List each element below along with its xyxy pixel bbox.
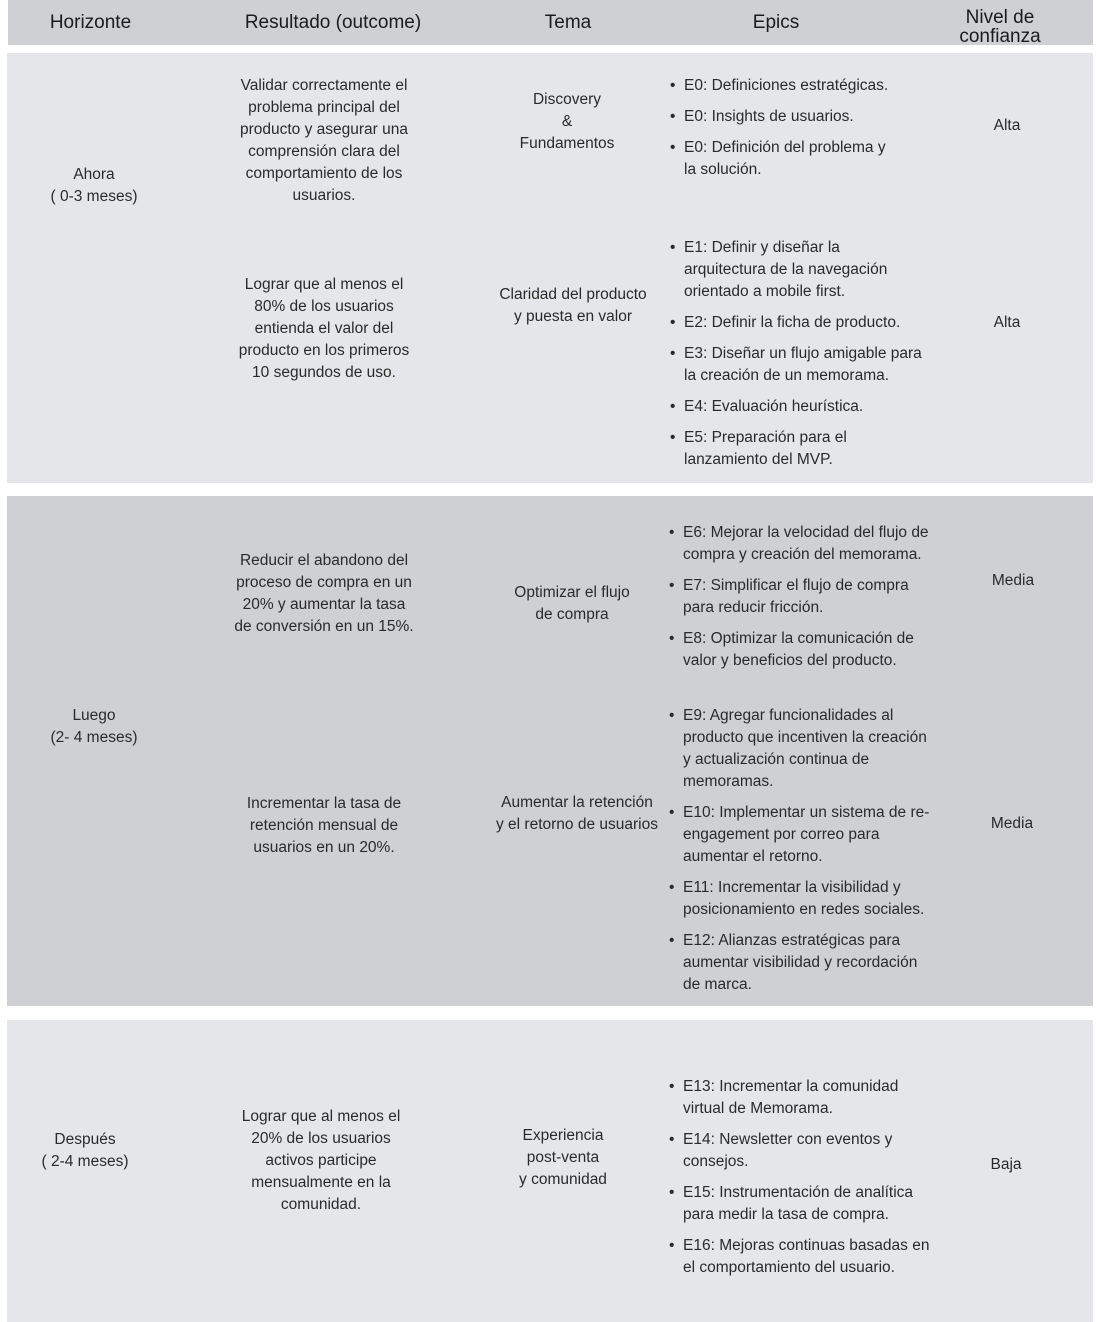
- bullet-icon: •: [669, 932, 675, 949]
- text-line: E14: Newsletter con eventos y: [683, 1131, 893, 1148]
- section-despues: [7, 1020, 1093, 1322]
- bullet-icon: •: [669, 879, 675, 896]
- epic-item: [668, 137, 958, 181]
- text-line: E0: Definiciones estratégicas.: [684, 77, 889, 94]
- resultado-cell: [219, 550, 429, 638]
- text-line: E5: Preparación para el: [684, 429, 847, 446]
- bullet-icon: •: [670, 239, 676, 256]
- tema-cell: [492, 89, 642, 155]
- text-line: y el retorno de usuarios: [496, 816, 658, 833]
- header-horizonte: Horizonte: [49, 12, 132, 33]
- text-line: la creación de un memorama.: [684, 367, 890, 384]
- text-line: aumentar visibilidad y recordación: [683, 954, 918, 971]
- bullet-icon: •: [670, 429, 676, 446]
- header-resultado: Resultado (outcome): [244, 12, 422, 33]
- text-line: E6: Mejorar la velocidad del flujo de: [683, 524, 929, 541]
- text-line: Lograr que al menos el: [244, 276, 404, 293]
- header-confianza: [938, 0, 1062, 49]
- text-line: E0: Definición del problema y: [684, 139, 886, 156]
- text-line: E12: Alianzas estratégicas para: [683, 932, 901, 949]
- text-line: y actualización continua de: [683, 751, 870, 768]
- tema-cell: [483, 284, 663, 328]
- text-line: Claridad del producto: [499, 286, 647, 303]
- horizonte-name: Luego: [72, 707, 116, 724]
- text-line: posicionamiento en redes sociales.: [683, 901, 925, 918]
- epic-item: [667, 1076, 967, 1120]
- epic-item: [667, 705, 967, 793]
- text-line: comunidad.: [280, 1196, 362, 1213]
- text-line: compra y creación del memorama.: [683, 546, 922, 563]
- header-confianza-line1: Nivel de: [965, 6, 1035, 28]
- bullet-icon: •: [670, 345, 676, 362]
- epic-item: [667, 1129, 967, 1173]
- text-line: E10: Implementar un sistema de re-: [683, 804, 930, 821]
- text-line: memoramas.: [683, 773, 774, 790]
- bullet-icon: •: [669, 1078, 675, 1095]
- text-line: E11: Incrementar la visibilidad y: [683, 879, 901, 896]
- text-line: proceso de compra en un: [236, 574, 412, 591]
- text-line: de marca.: [683, 976, 752, 993]
- confianza-value: Alta: [993, 314, 1021, 331]
- bullet-icon: •: [669, 707, 675, 724]
- bullet-icon: •: [669, 1184, 675, 1201]
- text-line: E9: Agregar funcionalidades al: [683, 707, 894, 724]
- text-line: 20% y aumentar la tasa: [242, 596, 406, 613]
- text-line: producto en los primeros: [238, 342, 410, 359]
- epic-item: [667, 930, 967, 996]
- bullet-icon: •: [670, 108, 676, 125]
- text-line: E1: Definir y diseñar la: [684, 239, 840, 256]
- text-line: comprensión clara del: [248, 143, 400, 160]
- horizonte-range: (2- 4 meses): [50, 729, 138, 746]
- epic-item: [668, 396, 958, 418]
- epic-item: [667, 1235, 967, 1279]
- tema-cell: [484, 792, 670, 836]
- text-line: Optimizar el flujo: [514, 584, 630, 601]
- text-line: Fundamentos: [519, 135, 615, 152]
- epic-item: [668, 312, 958, 334]
- text-line: 80% de los usuarios: [254, 298, 394, 315]
- text-line: Experiencia: [522, 1127, 604, 1144]
- bullet-icon: •: [669, 524, 675, 541]
- text-line: E0: Insights de usuarios.: [684, 108, 854, 125]
- text-line: engagement por correo para: [683, 826, 880, 843]
- resultado-cell: [219, 793, 429, 859]
- text-line: y puesta en valor: [513, 308, 633, 325]
- section-luego: [7, 496, 1093, 1006]
- epic-item: [668, 343, 958, 387]
- table-header: [8, 0, 1093, 45]
- tema-cell: [488, 1125, 638, 1191]
- bullet-icon: •: [670, 314, 676, 331]
- horizonte-name: Ahora: [73, 166, 115, 183]
- text-line: E7: Simplificar el flujo de compra: [683, 577, 909, 594]
- horizonte-label: [19, 705, 169, 749]
- text-line: Incrementar la tasa de: [246, 795, 402, 812]
- text-line: E3: Diseñar un flujo amigable para: [684, 345, 922, 362]
- epic-item: [668, 75, 958, 97]
- epic-item: [668, 237, 958, 303]
- text-line: Validar correctamente el: [240, 77, 408, 94]
- text-line: virtual de Memorama.: [683, 1100, 833, 1117]
- epic-item: [668, 106, 958, 128]
- text-line: de conversión en un 15%.: [234, 618, 414, 635]
- confianza-value: Alta: [993, 117, 1021, 134]
- epic-item: [667, 1182, 967, 1226]
- bullet-icon: •: [669, 1237, 675, 1254]
- text-line: Lograr que al menos el: [241, 1108, 401, 1125]
- horizonte-range: ( 2-4 meses): [41, 1153, 129, 1170]
- bullet-icon: •: [669, 630, 675, 647]
- epics-list: [667, 522, 967, 681]
- header-epics: Epics: [752, 12, 800, 33]
- text-line: valor y beneficios del producto.: [683, 652, 897, 669]
- horizonte-name: Después: [54, 1131, 116, 1148]
- text-line: E2: Definir la ficha de producto.: [684, 314, 901, 331]
- text-line: la solución.: [684, 161, 762, 178]
- text-line: arquitectura de la navegación: [684, 261, 888, 278]
- text-line: Aumentar la retención: [501, 794, 653, 811]
- text-line: mensualmente en la: [251, 1174, 391, 1191]
- horizonte-label: [10, 1129, 160, 1173]
- text-line: entienda el valor del: [254, 320, 394, 337]
- epic-item: [668, 427, 958, 471]
- text-line: activos participe: [265, 1152, 377, 1169]
- tema-cell: [492, 582, 652, 626]
- bullet-icon: •: [669, 804, 675, 821]
- text-line: producto que incentiven la creación: [683, 729, 927, 746]
- text-line: de compra: [535, 606, 609, 623]
- text-line: para medir la tasa de compra.: [683, 1206, 889, 1223]
- bullet-icon: •: [670, 139, 676, 156]
- bullet-icon: •: [670, 398, 676, 415]
- header-tema: Tema: [544, 12, 592, 33]
- text-line: E16: Mejoras continuas basadas en: [683, 1237, 930, 1254]
- text-line: Discovery: [532, 91, 602, 108]
- text-line: &: [561, 113, 573, 130]
- resultado-cell: [219, 75, 429, 207]
- header-confianza-line2: confianza: [959, 25, 1041, 47]
- confianza-value: Baja: [990, 1156, 1022, 1173]
- text-line: E15: Instrumentación de analítica: [683, 1184, 914, 1201]
- epic-item: [667, 877, 967, 921]
- epics-list: [667, 1076, 967, 1288]
- text-line: retención mensual de: [249, 817, 399, 834]
- epics-list: [668, 237, 958, 480]
- text-line: y comunidad: [519, 1171, 607, 1188]
- text-line: el comportamiento del usuario.: [683, 1259, 895, 1276]
- text-line: usuarios.: [292, 187, 356, 204]
- text-line: producto y asegurar una: [239, 121, 409, 138]
- text-line: Reducir el abandono del: [239, 552, 409, 569]
- epic-item: [667, 802, 967, 868]
- section-ahora: [7, 53, 1093, 483]
- text-line: consejos.: [683, 1153, 749, 1170]
- resultado-cell: [219, 274, 429, 384]
- bullet-icon: •: [669, 577, 675, 594]
- text-line: orientado a mobile first.: [684, 283, 846, 300]
- text-line: comportamiento de los: [245, 165, 403, 182]
- horizonte-label: [19, 164, 169, 208]
- text-line: E4: Evaluación heurística.: [684, 398, 864, 415]
- resultado-cell: [216, 1106, 426, 1216]
- epic-item: [667, 575, 967, 619]
- epics-list: [668, 75, 958, 190]
- text-line: 10 segundos de uso.: [252, 364, 396, 381]
- text-line: post-venta: [526, 1149, 600, 1166]
- text-line: lanzamiento del MVP.: [684, 451, 833, 468]
- text-line: aumentar el retorno.: [683, 848, 823, 865]
- epic-item: [667, 522, 967, 566]
- confianza-value: Media: [991, 572, 1035, 589]
- text-line: E13: Incrementar la comunidad: [683, 1078, 899, 1095]
- text-line: problema principal del: [248, 99, 400, 116]
- epics-list: [667, 705, 967, 1005]
- text-line: usuarios en un 20%.: [253, 839, 395, 856]
- text-line: E8: Optimizar la comunicación de: [683, 630, 914, 647]
- bullet-icon: •: [669, 1131, 675, 1148]
- text-line: para reducir fricción.: [683, 599, 824, 616]
- text-line: 20% de los usuarios: [251, 1130, 391, 1147]
- horizonte-range: ( 0-3 meses): [50, 188, 138, 205]
- epic-item: [667, 628, 967, 672]
- confianza-value: Media: [990, 815, 1034, 832]
- bullet-icon: •: [670, 77, 676, 94]
